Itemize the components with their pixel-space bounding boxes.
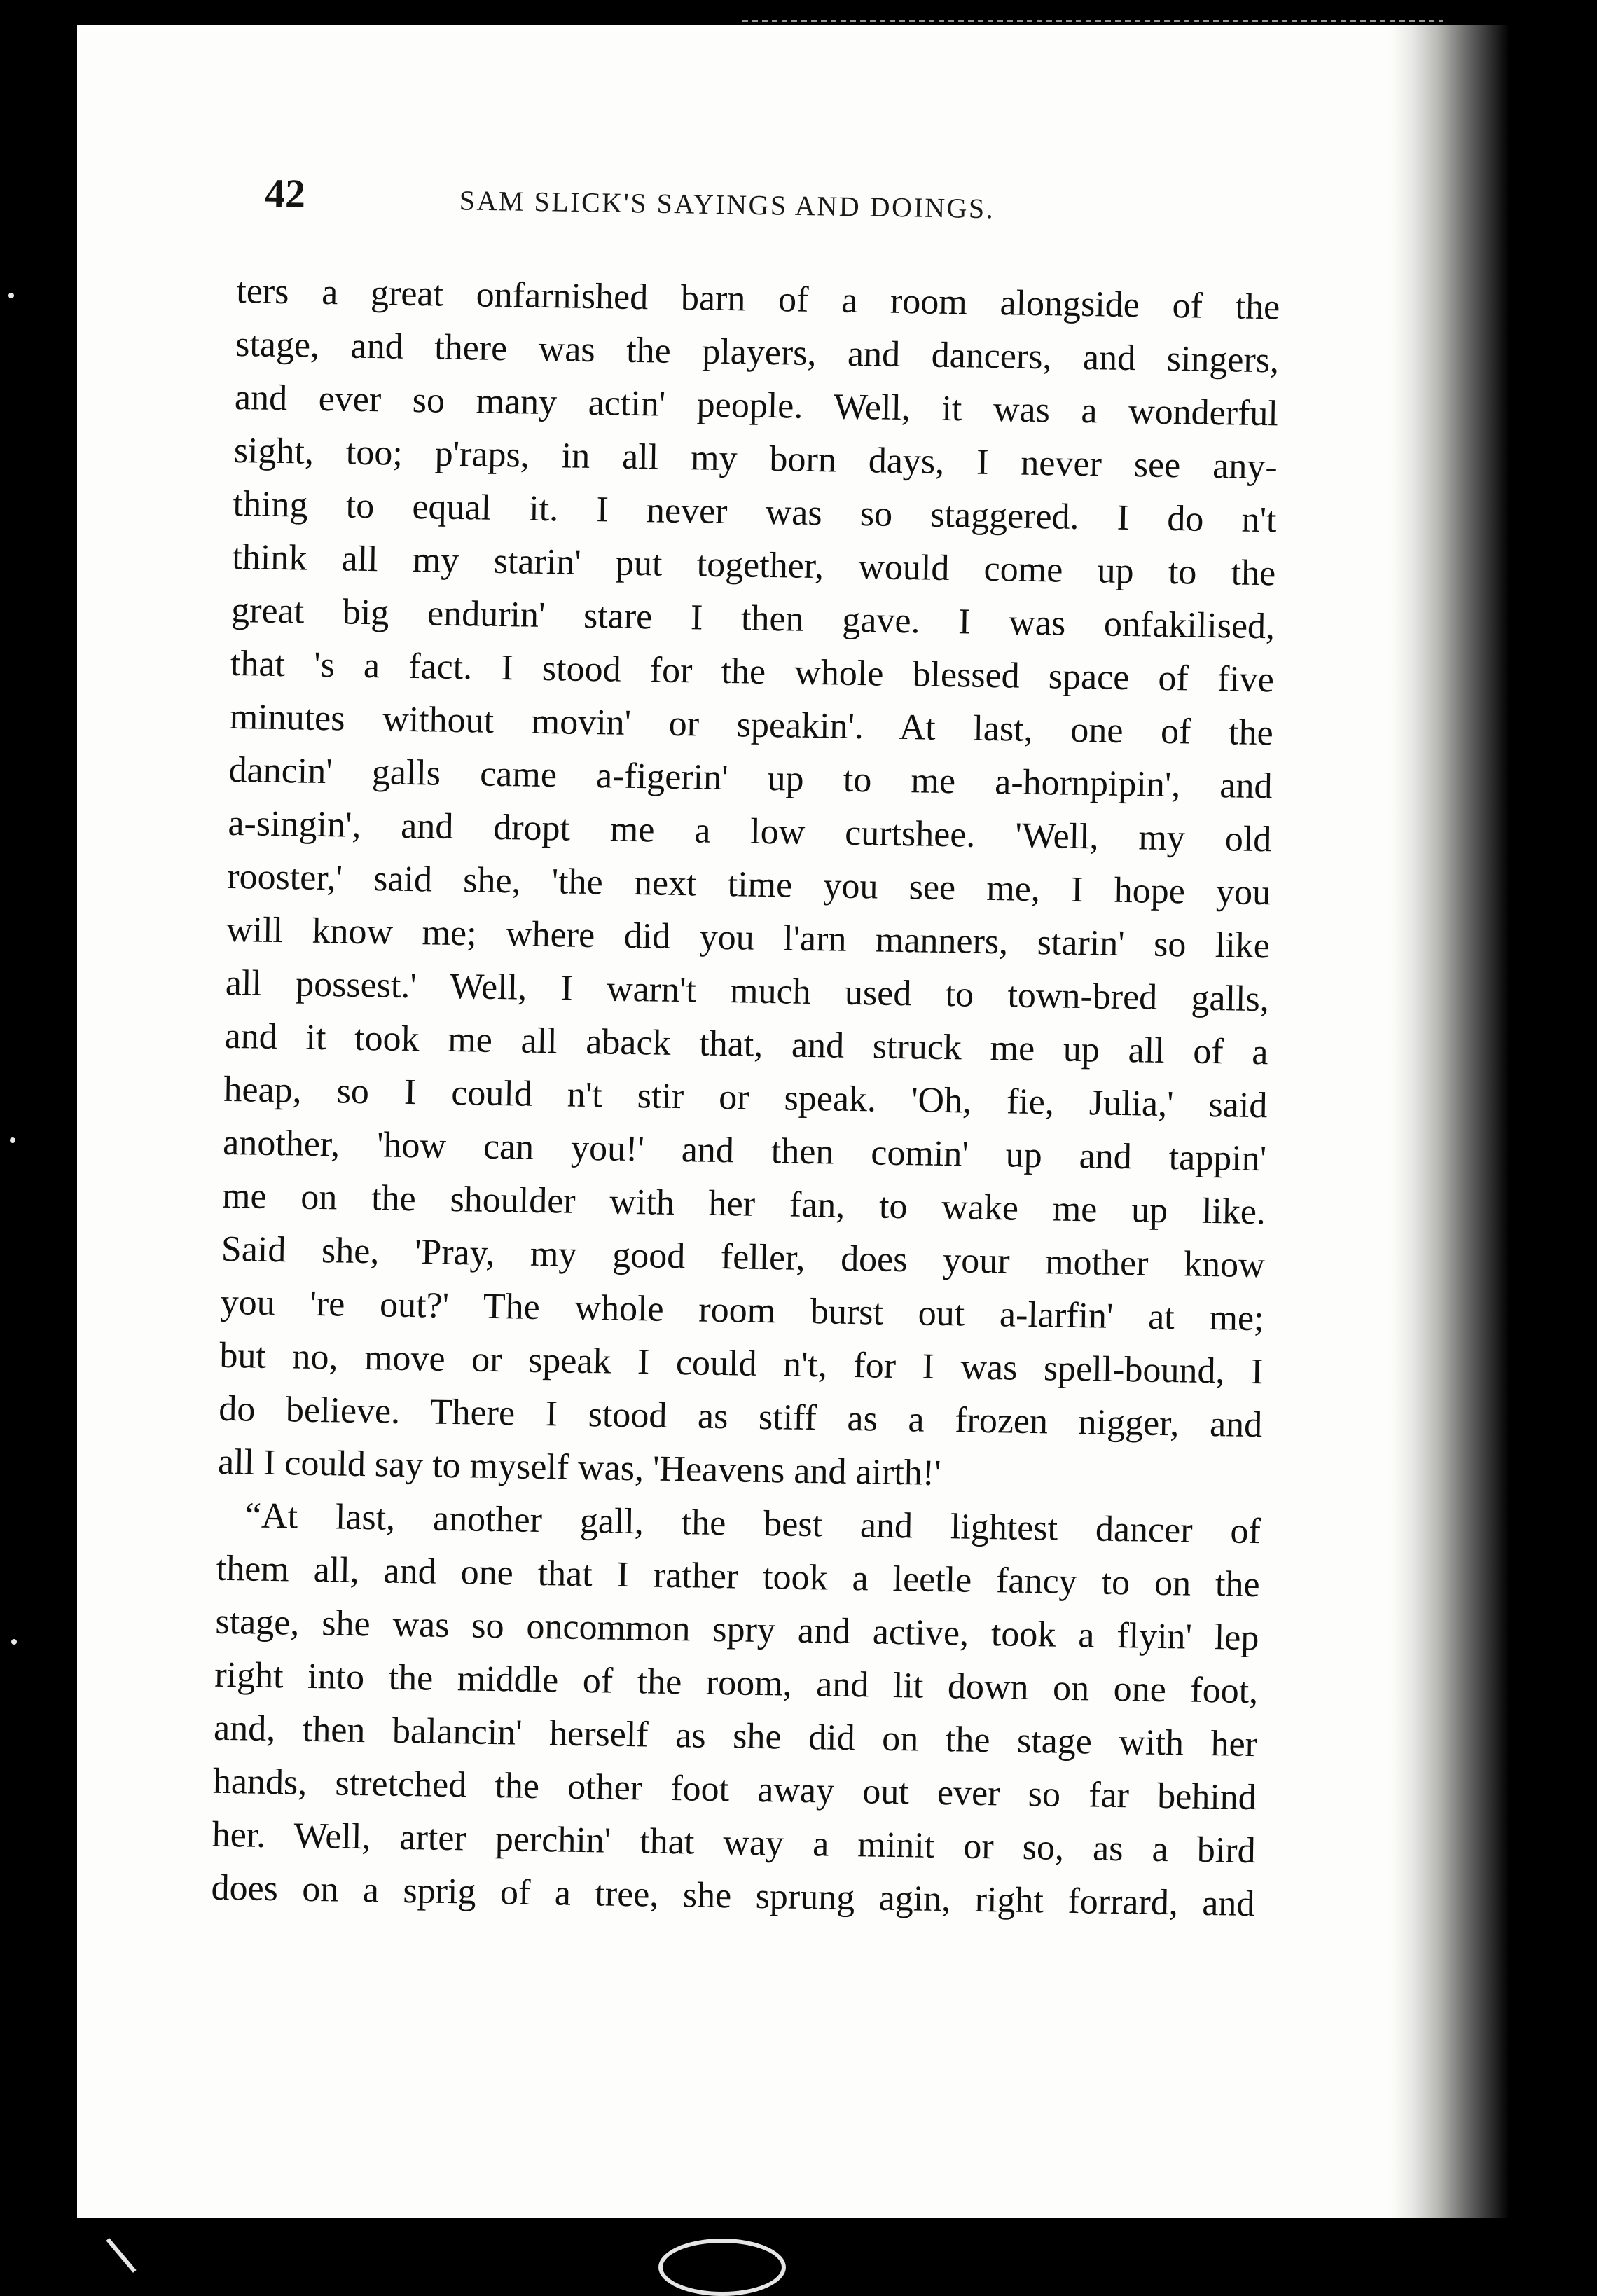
text-line: stage, and there was the players, and dancers, and singers, <box>235 324 1280 381</box>
scan-artifact <box>658 2239 786 2296</box>
scan-speck <box>8 293 14 298</box>
text-line: does on a sprig of a tree, she sprung agin, right forrard, and <box>211 1867 1255 1925</box>
text-line: another, 'how can you!' and then comin' up and tappin' <box>222 1122 1267 1180</box>
scan-artifact <box>106 2238 136 2273</box>
text-line: Said she, 'Pray, my good feller, does your mother know <box>221 1229 1266 1286</box>
scan-edge-dash <box>742 20 1443 22</box>
text-line: hands, stretched the other foot away out ever so far behind <box>212 1761 1257 1818</box>
text-line: them all, and one that I rather took a leetle fancy to on the <box>216 1548 1261 1605</box>
text-line: a-singin', and dropt me a low curtshee. 'Well, my old <box>228 803 1272 860</box>
paragraph-start-line: “At last, another gall, the best and lightest dancer of <box>244 1495 1261 1552</box>
text-line: heap, so I could n't stir or speak. 'Oh, fie, Julia,' said <box>223 1069 1268 1126</box>
text-line: minutes without movin' or speakin'. At last, one of the <box>229 696 1274 754</box>
text-line: do believe. There I stood as stiff as a frozen nigger, and <box>218 1388 1263 1446</box>
scan-speck <box>10 1137 15 1143</box>
text-line: ters a great onfarnished barn of a room alongside of the <box>235 270 1280 328</box>
text-line: her. Well, arter perchin' that way a minit or so, as a bird <box>212 1814 1257 1872</box>
text-line: thing to equal it. I never was so staggered. I do n't <box>233 483 1277 541</box>
text-line: dancin' galls came a-figerin' up to me a-hornpipin', and <box>228 749 1273 807</box>
text-line: and, then balancin' herself as she did on the stage with her <box>213 1708 1258 1765</box>
paragraph-end-line: all I could say to myself was, 'Heavens and airth!' <box>217 1441 941 1494</box>
text-line: rooster,' said she, 'the next time you see me, I hope you <box>226 856 1271 913</box>
page-fold-shadow <box>1390 25 1509 2218</box>
body-text <box>211 265 1280 1931</box>
text-line: will know me; where did you l'arn manners, starin' so like <box>226 909 1271 967</box>
text-line: great big endurin' stare I then gave. I was onfakilised, <box>230 590 1275 647</box>
text-line: sight, too; p'raps, in all my born days, I never see any- <box>233 430 1278 487</box>
running-head: SAM SLICK'S SAYINGS AND DOINGS. <box>459 184 995 225</box>
text-line: and it took me all aback that, and struck me up all of a <box>224 1016 1268 1073</box>
text-line: all possest.' Well, I warn't much used to town-bred galls, <box>225 962 1270 1020</box>
text-line: think all my starin' put together, would come up to the <box>231 537 1276 594</box>
text-line: me on the shoulder with her fan, to wake me up like. <box>221 1175 1266 1233</box>
text-line: right into the middle of the room, and lit down on one foot, <box>214 1654 1259 1712</box>
scan-speck <box>11 1639 17 1645</box>
text-line: that 's a fact. I stood for the whole blessed space of five <box>230 643 1275 700</box>
text-line: and ever so many actin' people. Well, it was a wonderful <box>234 377 1279 434</box>
page-number: 42 <box>264 170 306 216</box>
text-line: but no, move or speak I could n't, for I was spell-bound, I <box>219 1335 1264 1392</box>
text-line: stage, she was so oncommon spry and active, took a flyin' lep <box>215 1601 1259 1659</box>
text-line: you 're out?' The whole room burst out a-larfin' at me; <box>220 1282 1264 1339</box>
